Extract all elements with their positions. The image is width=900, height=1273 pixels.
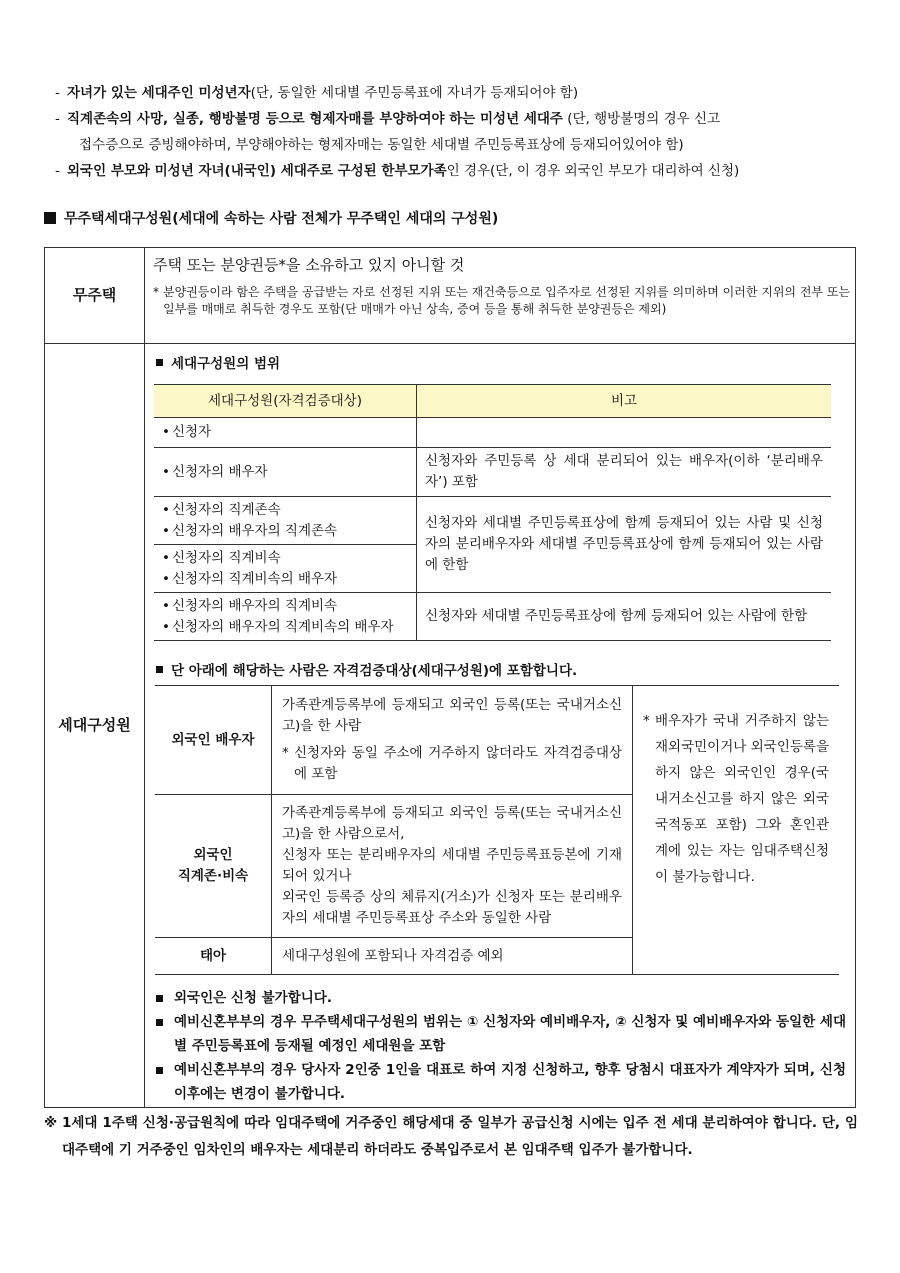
table-cell-label: 외국인 배우자 xyxy=(155,686,272,795)
table-cell: 세대구성원에 포함되나 자격검증 예외 xyxy=(272,938,633,975)
reference-mark-icon: ※ xyxy=(44,1115,58,1131)
table-cell: 신청자와 세대별 주민등록표상에 함께 등재되어 있는 사람 및 신청자의 분리배우자와 세대별 주민등록표상에 함께 등재되어 있는 사람에 한함 xyxy=(417,497,832,593)
square-bullet-icon xyxy=(156,995,163,1002)
no-house-note-text: 분양권등이라 함은 주택을 공급받는 자로 선정된 지위 또는 재건축등으로 입주자로 선정된 지위를 의미하며 이러한 지위의 전부 또는 일부를 매매로 취득한 경우도 포함(단 매매가 아닌 상속, 증여 등을 통해 취득한 분양권등은 제외) xyxy=(163,285,851,316)
list-item: • 신청자의 직계비속의 배우자 xyxy=(162,569,408,590)
bullet-item xyxy=(55,80,860,106)
square-bullet-icon xyxy=(156,666,163,673)
table-cell-label xyxy=(155,795,272,938)
list-item xyxy=(154,1010,846,1058)
row-label-no-house: 무주택 xyxy=(72,286,117,304)
table-cell xyxy=(154,593,417,641)
dash: - xyxy=(55,163,60,179)
list-item: • 신청자의 배우자의 직계비속 xyxy=(162,596,408,617)
bullet-item xyxy=(55,158,860,184)
table-row xyxy=(154,418,831,448)
asterisk: * xyxy=(282,745,289,761)
list-item: • 신청자 xyxy=(162,422,408,443)
table-cell-label: 태아 xyxy=(155,938,272,975)
footnote-text: 1세대 1주택 신청·공급원칙에 따라 임대주택에 거주중인 해당세대 중 일부가 공급신청 시에는 입주 전 세대 분리하여야 합니다. 단, 임대주택에 기 거주중인 임차인의 배우자는 세대분리 하더라도 중복입주로서 본 임대주택 입주가 불가합니다. xyxy=(62,1115,858,1158)
table-cell-side-note xyxy=(633,686,840,975)
bullet-bold-text: 직계존속의 사망, 실종, 행방불명 등으로 형제자매를 부양하여야 하는 미성년 세대주 xyxy=(67,111,563,127)
list-item: • 신청자의 배우자의 직계존속 xyxy=(162,521,408,542)
square-bullet-icon xyxy=(156,1019,163,1026)
section-heading xyxy=(44,208,498,228)
bullet-text: (단, 동일한 세대별 주민등록표에 자녀가 등재되어야 함) xyxy=(250,85,579,101)
column-header: 세대구성원(자격검증대상) xyxy=(154,385,417,418)
square-bullet-icon xyxy=(156,359,163,366)
column-divider xyxy=(144,248,145,1107)
no-house-condition: 주택 또는 분양권등*을 소유하고 있지 아니할 것 xyxy=(153,256,465,274)
square-bullet-icon xyxy=(156,1067,163,1074)
side-note xyxy=(643,708,829,890)
list-item: • 신청자의 직계비속 xyxy=(162,548,408,569)
label-line: 외국인 xyxy=(193,847,233,863)
table-cell xyxy=(154,545,417,593)
list-item xyxy=(154,986,846,1010)
include-heading-text: 단 아래에 해당하는 사람은 자격검증대상(세대구성원)에 포함합니다. xyxy=(171,663,578,679)
notice-text: 외국인은 신청 불가합니다. xyxy=(174,990,332,1006)
notice-text: 예비신혼부부의 경우 당사자 2인중 1인을 대표로 하여 지정 신청하고, 향후 당첨시 대표자가 계약자가 되며, 신청이후에는 변경이 불가합니다. xyxy=(174,1062,846,1102)
household-scope-table xyxy=(154,384,831,641)
section-heading-text: 무주택세대구성원(세대에 속하는 사람 전체가 무주택인 세대의 구성원) xyxy=(64,211,499,227)
table-row xyxy=(154,497,831,545)
table-header-row xyxy=(154,385,831,418)
include-heading xyxy=(156,659,577,679)
column-header: 비고 xyxy=(417,385,832,418)
foreign-spouse-note-text: 신청자와 동일 주소에 거주하지 않더라도 자격검증대상에 포함 xyxy=(294,745,622,782)
table-row xyxy=(155,686,839,795)
list-item: • 신청자의 직계존속 xyxy=(162,500,408,521)
scope-heading xyxy=(156,352,280,372)
table-cell xyxy=(272,686,633,795)
bullet-text: 인 경우(단, 이 경우 외국인 부모가 대리하여 신청) xyxy=(446,163,740,179)
asterisk: * xyxy=(643,713,650,729)
bullet-bold-text: 외국인 부모와 미성년 자녀(내국인) 세대주로 구성된 한부모가족 xyxy=(67,163,447,179)
bullet-bold-text: 자녀가 있는 세대주인 미성년자 xyxy=(67,85,251,101)
row-divider xyxy=(45,343,855,344)
row-label-household-members: 세대구성원 xyxy=(58,716,131,734)
eligibility-bullets xyxy=(55,80,860,184)
table-cell xyxy=(154,418,417,448)
side-note-text: 배우자가 국내 거주하지 않는 재외국민이거나 외국인등록을 하지 않은 외국인인 경우(국내거소신고를 하지 않은 외국국적동포 포함) 그와 혼인관계에 있는 자는 임대주택신청이 불가능합니다. xyxy=(655,713,829,885)
dash: - xyxy=(55,111,60,127)
notice-text: 예비신혼부부의 경우 무주택세대구성원의 범위는 ① 신청자와 예비배우자, ② 신청자 및 예비배우자와 동일한 세대별 주민등록표에 등재될 예정인 세대원을 포함 xyxy=(174,1014,846,1054)
text-line: 가족관계등록부에 등재되고 외국인 등록(또는 국내거소신고)을 한 사람으로서, xyxy=(282,805,622,842)
asterisk: * xyxy=(153,285,159,299)
table-cell: 신청자와 세대별 주민등록표상에 함께 등재되어 있는 사람에 한함 xyxy=(417,593,832,641)
notice-bullets xyxy=(154,986,846,1106)
table-cell xyxy=(154,497,417,545)
bullet-continuation: 접수증으로 증빙해야하며, 부양해야하는 형제자매는 동일한 세대별 주민등록표상에 등재되어있어야 함) xyxy=(79,137,684,153)
bullet-item xyxy=(55,106,860,158)
table-cell xyxy=(417,418,832,448)
footnote xyxy=(44,1110,858,1164)
text-line: 외국인 등록증 상의 체류지(거소)가 신청자 또는 분리배우자의 세대별 주민등록표상 주소와 동일한 사람 xyxy=(282,889,622,926)
table-cell: 신청자와 주민등록 상 세대 분리되어 있는 배우자(이하 ‘분리배우자’) 포함 xyxy=(417,448,832,497)
bullet-text: (단, 행방불명의 경우 신고 xyxy=(562,111,721,127)
table-cell xyxy=(154,448,417,497)
text-line: 신청자 또는 분리배우자의 세대별 주민등록표등본에 기재되어 있거나 xyxy=(282,847,622,884)
label-line: 직계존·비속 xyxy=(177,868,249,884)
square-bullet-icon xyxy=(44,212,56,224)
foreign-spouse-note xyxy=(282,743,622,785)
list-item: • 신청자의 배우자의 직계비속의 배우자 xyxy=(162,617,408,638)
table-cell xyxy=(272,795,633,938)
requirements-table xyxy=(44,247,856,1108)
scope-heading-text: 세대구성원의 범위 xyxy=(171,356,281,372)
included-members-table xyxy=(155,685,839,975)
table-row xyxy=(154,448,831,497)
list-item xyxy=(154,1058,846,1106)
no-house-note xyxy=(153,284,863,318)
foreign-spouse-text: 가족관계등록부에 등재되고 외국인 등록(또는 국내거소신고)을 한 사람 xyxy=(282,697,622,734)
table-row xyxy=(154,593,831,641)
dash: - xyxy=(55,85,60,101)
list-item: • 신청자의 배우자 xyxy=(162,462,408,483)
